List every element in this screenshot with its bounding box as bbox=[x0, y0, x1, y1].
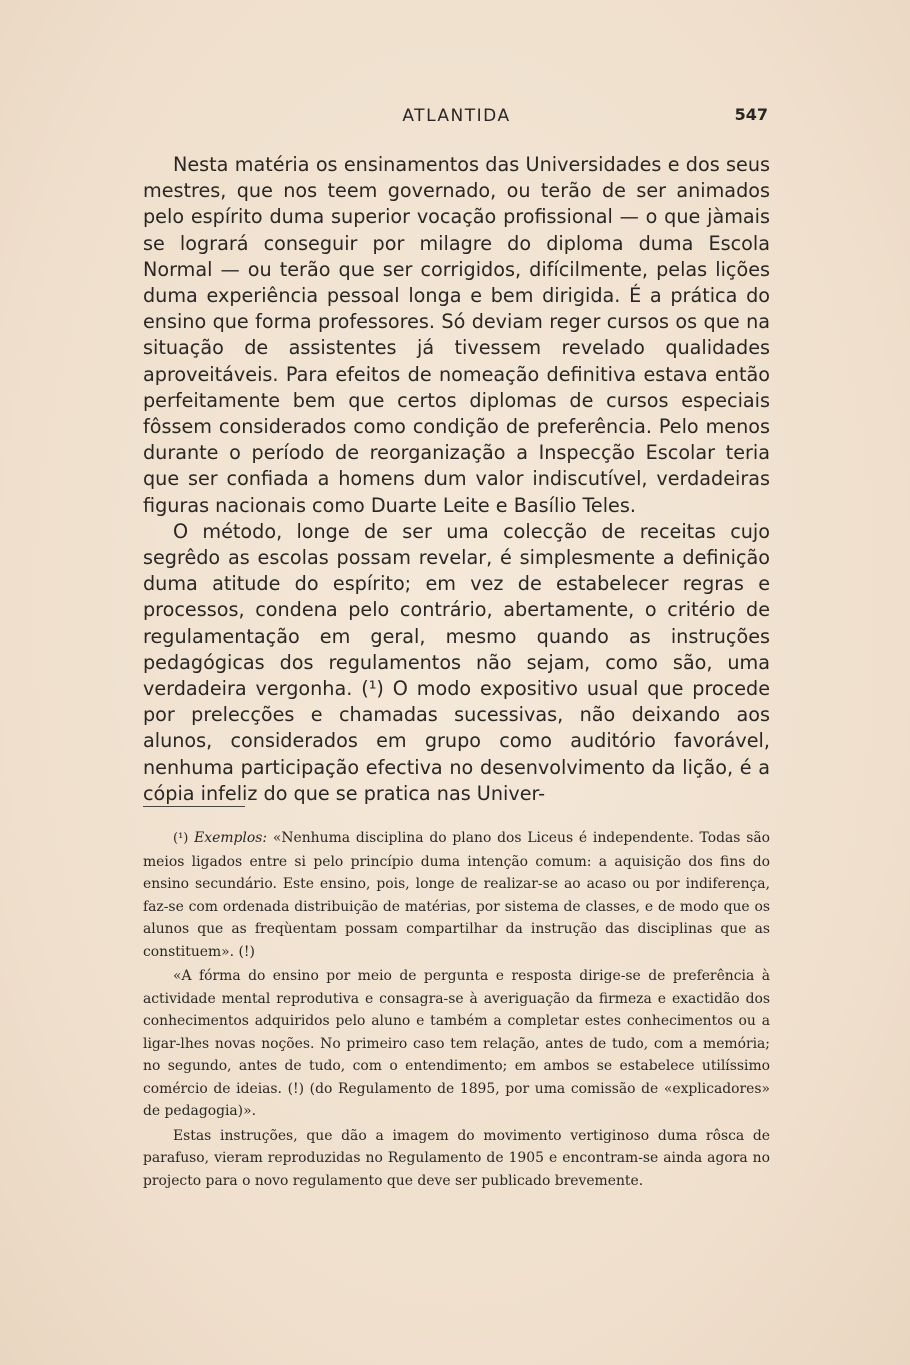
footnotes bbox=[143, 827, 770, 1192]
running-head bbox=[143, 103, 770, 131]
footnote bbox=[143, 827, 770, 963]
footnote-divider bbox=[143, 806, 245, 807]
footnote-marker: (¹) bbox=[173, 831, 189, 846]
running-title: ATLANTIDA bbox=[402, 106, 511, 126]
paragraph: O método, longe de ser uma colecção de receitas cujo segrêdo as escolas possam revelar, é simplesmente a definição duma atitude do espírito; em vez de estabelecer regras e processos, condena pelo contrário, abertamente, o critério de regulamentação em geral, mesmo quando as instruções pedagógicas dos regulamentos não sejam, como são, uma verdadeira vergonha. (¹) O modo expositivo usual que procede por prelecções e chamadas sucessivas, não deixando aos alunos, considerados em grupo como auditório favorável, nenhuma participação efectiva no desenvolvimento da lição, é a cópia infeliz do que se pratica nas Univer- bbox=[143, 519, 770, 805]
footnote-lead: Exemplos: bbox=[194, 830, 268, 846]
page-number: 547 bbox=[734, 105, 768, 124]
paragraph: Nesta matéria os ensinamentos das Universidades e dos seus mestres, que nos teem governado, ou terão de ser animados pelo espírito duma superior vocação profissional — o que jàmais se logrará conseguir por milagre do diploma duma Escola Normal — ou terão que ser corrigidos, difícilmente, pelas lições duma experiência pessoal longa e bem dirigida. É a prática do ensino que forma professores. Só deviam reger cursos os que na situação de assistentes já tivessem revelado qualidades aproveitáveis. Para efeitos de nomeação definitiva estava então perfeitamente bem que certos diplomas de cursos especiais fôssem considerados como condição de preferência. Pelo menos durante o período de reorganização a Inspecção Escolar teria que ser confiada a homens dum valor indiscutível, verdadeiras figuras nacionais como Duarte Leite e Basílio Teles. bbox=[143, 153, 770, 517]
main-text bbox=[143, 152, 770, 807]
footnote-text: «Nenhuma disciplina do plano dos Liceus é independente. Todas são meios ligados entre si pelo princípio duma intenção comum: a aquisição dos fins do ensino secundário. Este ensino, pois, longe de realizar-se ao acaso ou por indiferença, faz-se com ordenada distribuição de matérias, por sistema de classes, e de modo que os alunos que as freqùentam possam compartilhar da instrução das disciplinas que as constituem». (!) bbox=[143, 830, 770, 960]
footnote-continuation: «A fórma do ensino por meio de pergunta e resposta dirige-se de preferência à actividade mental reprodutiva e consagra-se à averiguação da firmeza e exactidão dos conhecimentos adquiridos pelo aluno e também a completar estes conhecimentos ou a ligar-lhes novas noções. No primeiro caso tem relação, antes de tudo, com a memória; no segundo, antes de tudo, com o entendimento; em ambos se estabelece utilíssimo comércio de ideias. (!) (do Regulamento de 1895, por uma comissão de «explicadores» de pedagogia)». bbox=[143, 968, 770, 1119]
footnote-continuation: Estas instruções, que dão a imagem do movimento vertiginoso duma rôsca de parafuso, vieram reproduzidas no Regulamento de 1905 e encontram-se ainda agora no projecto para o novo regulamento que deve ser publicado brevemente. bbox=[143, 1127, 770, 1189]
